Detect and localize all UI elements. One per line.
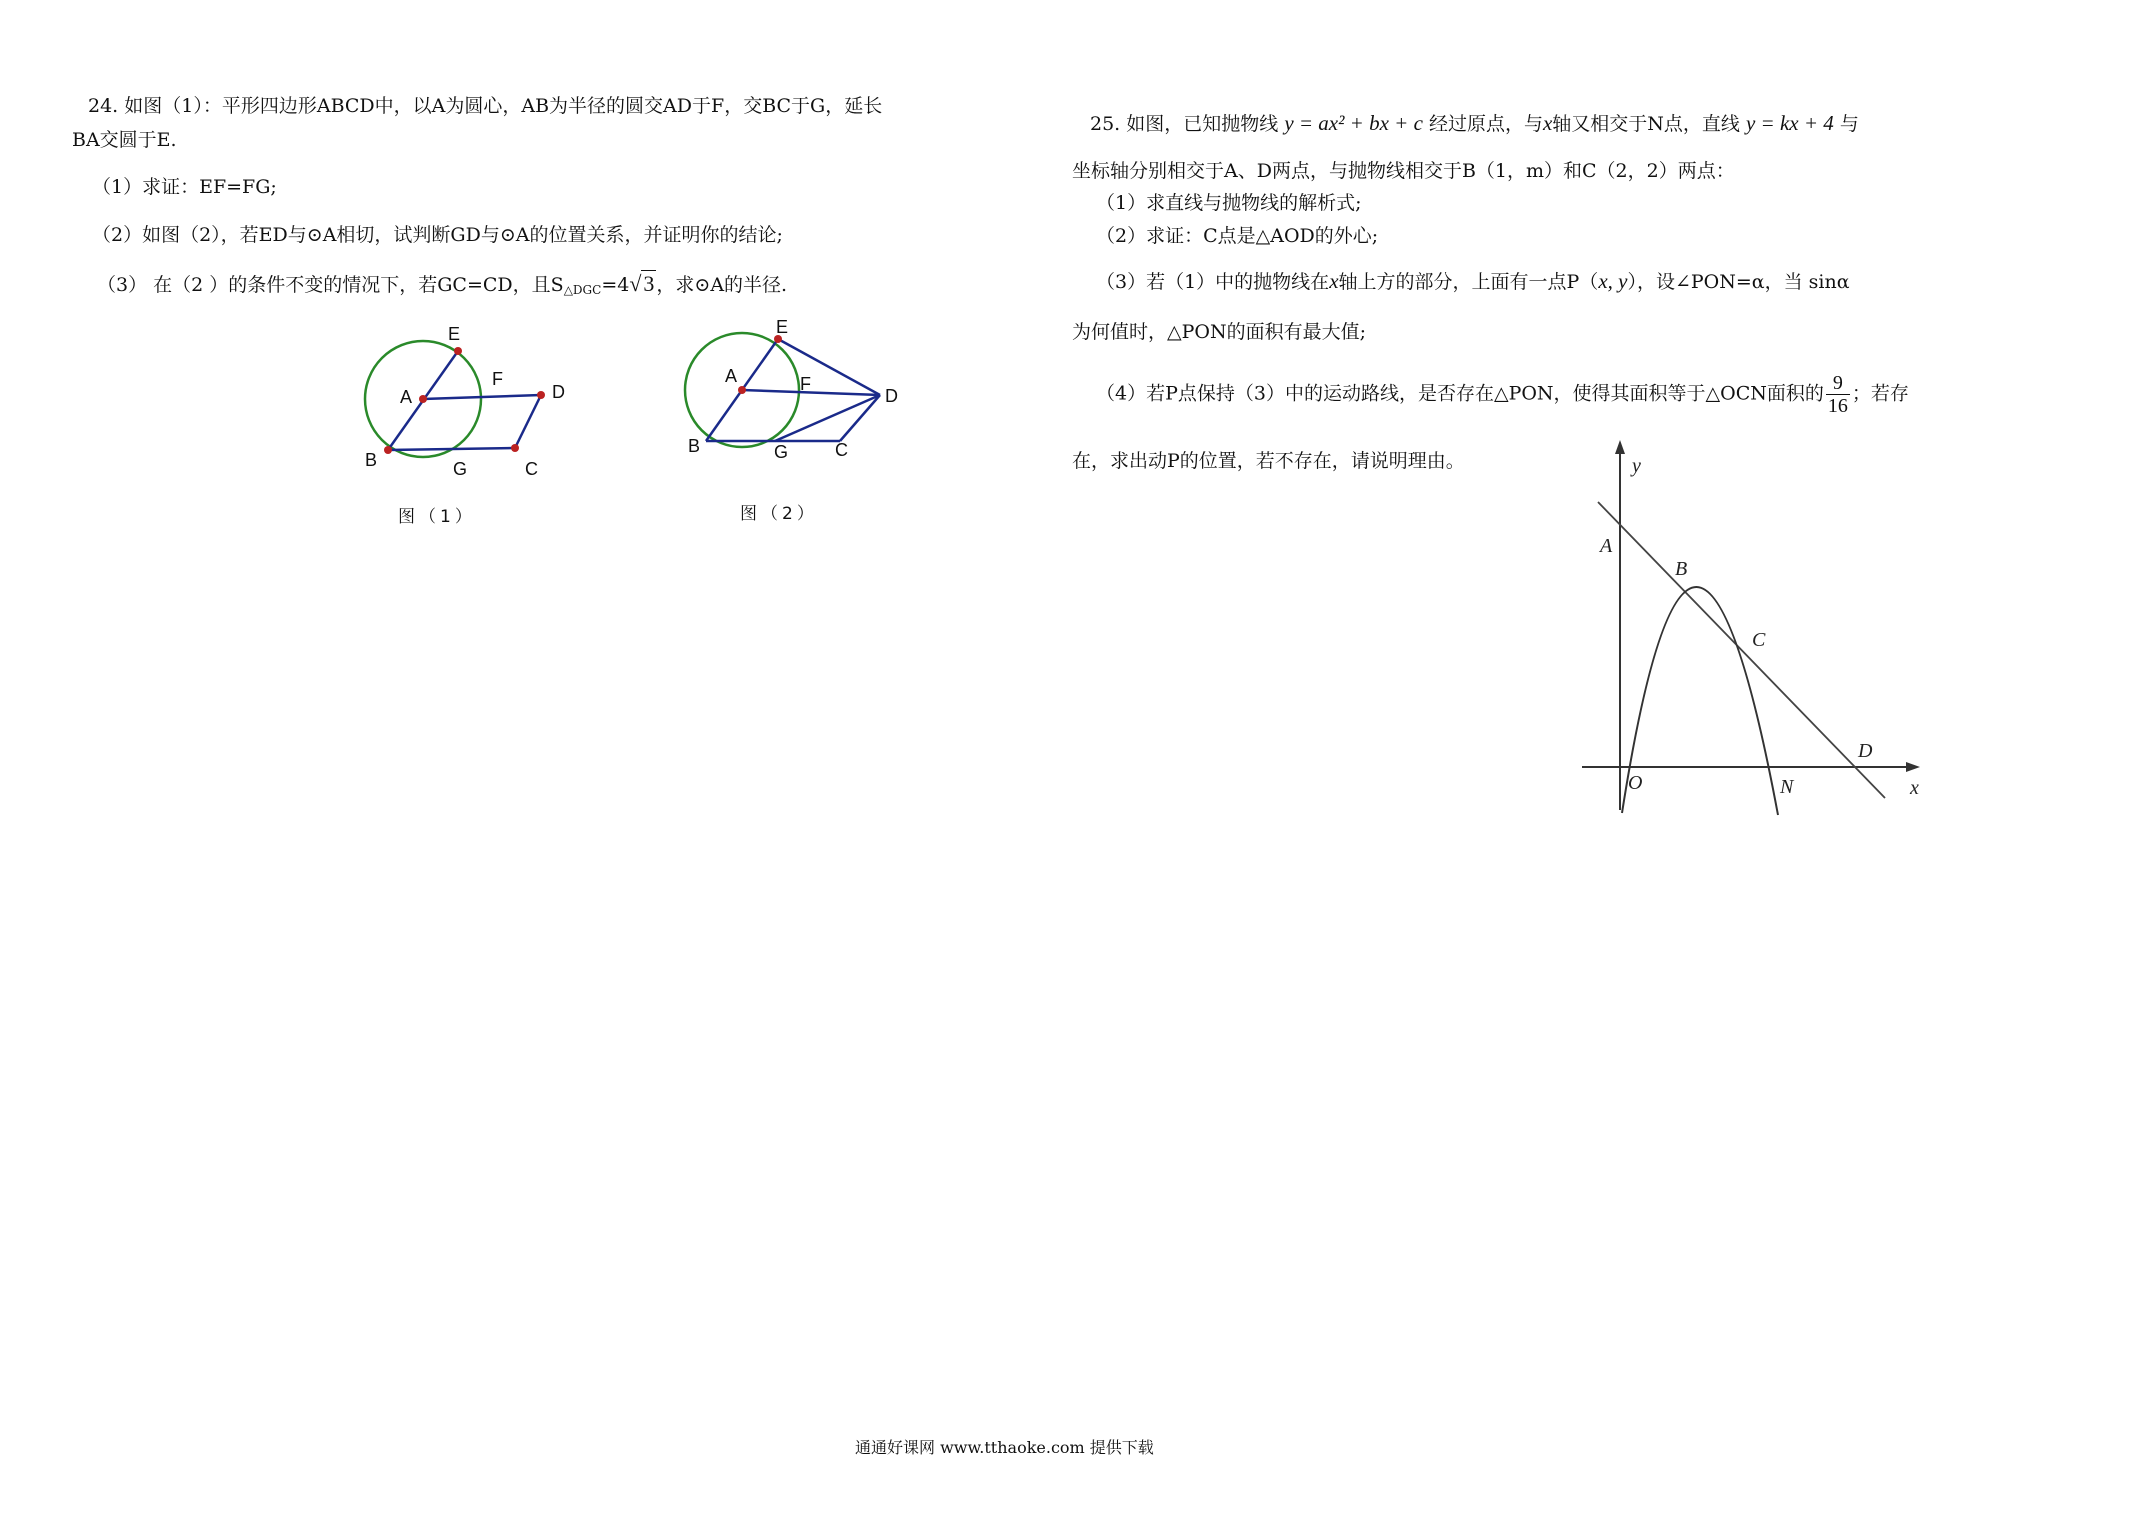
q24-part3-c: ，求⊙A的半径. (656, 274, 788, 296)
q25-eq-parabola: y = ax² + bx + c (1284, 111, 1423, 135)
q25-p4-a: （4）若P点保持（3）中的运动路线，是否存在△PON，使得其面积等于△OCN面积的 (1096, 382, 1824, 405)
fig2-label-A: A (725, 366, 738, 386)
q25-graph (1570, 440, 1930, 820)
fig1-point-B (384, 446, 392, 454)
q25-l1-c: 轴又相交于N点，直线 (1552, 113, 1740, 135)
q25-l1-b: 经过原点，与 (1428, 113, 1543, 135)
q24-part3-b: =4 (601, 274, 630, 296)
fig1-label-G: G (453, 459, 468, 479)
q25-eq-line: y = kx + 4 (1745, 111, 1834, 135)
q25-p3-b: 轴上方的部分，上面有一点P（ (1338, 271, 1599, 293)
fig1-point-A (419, 395, 427, 403)
q25-frac-num: 9 (1826, 372, 1850, 395)
graph-label-A: A (1600, 535, 1613, 557)
q25-l1-x: x (1542, 111, 1553, 135)
q24-part3-sub: △DGC (563, 283, 602, 297)
graph-label-y: y (1632, 455, 1641, 477)
fig2-label-G: G (774, 442, 789, 462)
y-axis-arrow (1615, 440, 1625, 454)
fig2-label-F: F (800, 374, 811, 394)
fig1-label-B: B (365, 450, 378, 470)
q24-line2: BA交圆于E. (72, 129, 177, 151)
q25-p3-xy: x, y (1598, 269, 1628, 293)
fig2-caption: 图（2） (740, 504, 818, 524)
x-axis-arrow (1906, 762, 1920, 772)
q25-part4-line2: 在，求出动P的位置，若不存在，请说明理由。 (1072, 450, 1465, 472)
q25-p3-a: （3）若（1）中的抛物线在 (1096, 271, 1330, 293)
q24-part3 (97, 271, 787, 303)
sqrt-radicand: 3 (643, 271, 655, 296)
q25-part2: （2）求证：C点是△AOD的外心; (1096, 225, 1379, 247)
graph-label-C: C (1752, 629, 1766, 651)
fig1-label-C: C (525, 459, 538, 479)
q25-line2: 坐标轴分别相交于A、D两点，与抛物线相交于B（1，m）和C（2，2）两点： (1072, 160, 1735, 182)
graph-label-B: B (1675, 558, 1688, 580)
fig2-label-C: C (835, 440, 848, 460)
q25-p3-c: ），设∠PON=α，当 sinα (1627, 271, 1850, 293)
fig2-segment-AD (742, 390, 880, 395)
q25-p4-b: ；若存 (1851, 382, 1909, 405)
footer-credit: 通通好课网 www.tthaoke.com 提供下载 (855, 1438, 1154, 1457)
q24-part2: （2）如图（2），若ED与⊙A相切，试判断GD与⊙A的位置关系，并证明你的结论; (92, 224, 783, 246)
fig1-label-D: D (552, 382, 565, 402)
q25-l1-d: 与 (1839, 113, 1859, 135)
fig1-point-D (537, 391, 545, 399)
figure-1 (350, 320, 590, 480)
sqrt-symbol: √3 (629, 271, 655, 296)
parabola (1622, 587, 1778, 815)
fig1-segment-BC (388, 448, 515, 450)
graph-label-x: x (1910, 777, 1919, 799)
fig1-point-C (511, 444, 519, 452)
fig1-segment-CD (515, 395, 541, 448)
fig1-point-E (454, 347, 462, 355)
q24-part3-a: （3） 在（2 ）的条件不变的情况下，若GC=CD，且S (97, 274, 564, 296)
q24-part1: （1）求证：EF=FG; (92, 176, 277, 198)
graph-label-N: N (1780, 776, 1794, 798)
fig2-segment-CD (840, 395, 880, 441)
graph-label-O: O (1628, 772, 1643, 794)
fig2-label-B: B (688, 436, 701, 456)
fig1-label-E: E (448, 324, 461, 344)
fig1-label-A: A (400, 387, 413, 407)
graph-label-D: D (1858, 740, 1873, 762)
q25-part1: （1）求直线与抛物线的解析式; (1096, 192, 1362, 214)
fig2-point-A (738, 386, 746, 394)
q25-part3-line2: 为何值时，△PON的面积有最大值; (1072, 321, 1366, 343)
fig1-caption: 图（1） (398, 507, 476, 527)
figure-2 (670, 315, 920, 475)
q24-line1: 24. 如图（1）：平形四边形ABCD中，以A为圆心，AB为半径的圆交AD于F，交BC于G，延长 (88, 95, 883, 117)
q25-part3 (1096, 268, 1850, 295)
fig2-label-E: E (776, 317, 789, 337)
q25-p3-x: x (1329, 269, 1339, 293)
fig2-label-D: D (885, 386, 898, 406)
q25-l1-a: 25. 如图，已知抛物线 (1090, 113, 1279, 135)
q25-frac-den: 16 (1827, 395, 1848, 417)
line-AD (1598, 502, 1885, 798)
fig1-label-F: F (492, 369, 503, 389)
q25-part4 (1096, 372, 1909, 417)
q25-line1 (1090, 110, 1859, 137)
q25-fraction (1826, 372, 1850, 417)
